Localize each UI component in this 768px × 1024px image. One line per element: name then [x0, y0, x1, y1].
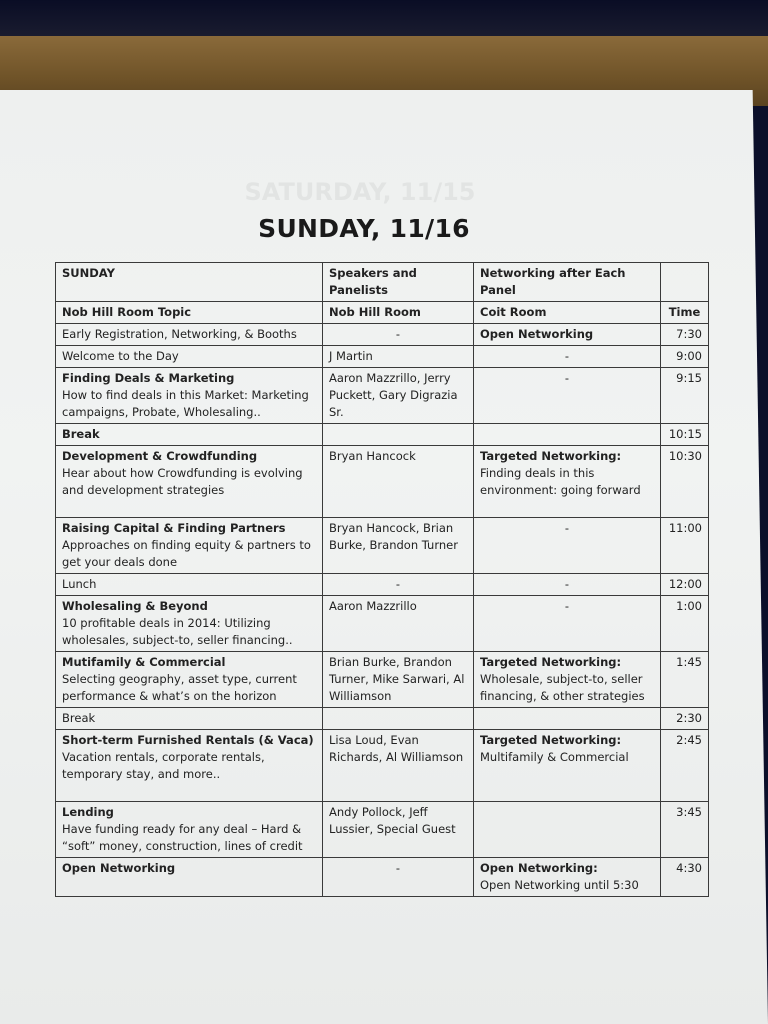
networking-cell	[474, 596, 661, 652]
header-speakers: Speakers and Panelists	[323, 263, 474, 302]
networking-cell	[474, 802, 661, 858]
time-cell: 11:00	[661, 518, 709, 574]
schedule-row	[56, 858, 709, 897]
networking-cell	[474, 368, 661, 424]
topic-cell	[56, 652, 323, 708]
networking-description: Wholesale, subject-to, seller financing, & other strategies	[480, 672, 645, 703]
header-room-speakers: Nob Hill Room	[323, 302, 474, 324]
speakers-text: Bryan Hancock	[329, 449, 416, 463]
session-description: Selecting geography, asset type, current performance & what’s on the horizon	[62, 672, 297, 703]
session-label: Break	[62, 711, 96, 725]
schedule-table	[55, 262, 709, 897]
topic-cell	[56, 518, 323, 574]
topic-cell	[56, 368, 323, 424]
topic-cell	[56, 802, 323, 858]
session-description: Approaches on finding equity & partners to get your deals done	[62, 538, 311, 569]
speakers-cell	[323, 324, 474, 346]
time-cell: 12:00	[661, 574, 709, 596]
speakers-cell	[323, 368, 474, 424]
schedule-row	[56, 574, 709, 596]
schedule-row	[56, 802, 709, 858]
header-room-topic: Nob Hill Room Topic	[56, 302, 323, 324]
time-cell: 3:45	[661, 802, 709, 858]
session-label: Lunch	[62, 577, 97, 591]
speakers-cell	[323, 446, 474, 518]
time-cell: 10:30	[661, 446, 709, 518]
time-cell: 10:15	[661, 424, 709, 446]
session-title: Raising Capital & Finding Partners	[62, 521, 286, 535]
networking-description: -	[564, 599, 570, 613]
topic-cell	[56, 730, 323, 802]
session-description: 10 profitable deals in 2014: Utilizing wholesales, subject-to, seller financing..	[62, 616, 293, 647]
networking-title: Targeted Networking:	[480, 449, 622, 463]
session-title: Break	[62, 427, 100, 441]
networking-description: Open Networking until 5:30	[480, 878, 639, 892]
speakers-text: Aaron Mazzrillo	[329, 599, 417, 613]
schedule-row	[56, 708, 709, 730]
speakers-text: J Martin	[329, 349, 373, 363]
networking-cell	[474, 518, 661, 574]
topic-cell	[56, 708, 323, 730]
networking-description: -	[564, 577, 570, 591]
speakers-cell	[323, 858, 474, 897]
networking-cell	[474, 346, 661, 368]
speakers-text: -	[395, 861, 401, 875]
networking-title: Open Networking	[480, 327, 594, 341]
session-title: Lending	[62, 805, 114, 819]
topic-cell	[56, 324, 323, 346]
speakers-text: Bryan Hancock, Brian Burke, Brandon Turner	[329, 521, 458, 552]
networking-cell	[474, 574, 661, 596]
speakers-cell	[323, 596, 474, 652]
session-label: Welcome to the Day	[62, 349, 179, 363]
speakers-text: -	[395, 577, 401, 591]
session-description: Vacation rentals, corporate rentals, temporary stay, and more..	[62, 750, 265, 781]
schedule-row	[56, 324, 709, 346]
schedule-row	[56, 518, 709, 574]
networking-description: Multifamily & Commercial	[480, 750, 629, 764]
topic-cell	[56, 596, 323, 652]
schedule-row	[56, 596, 709, 652]
networking-description: -	[564, 371, 570, 385]
header-row	[56, 263, 709, 302]
session-title: Open Networking	[62, 861, 176, 875]
time-cell: 7:30	[661, 324, 709, 346]
schedule-row	[56, 346, 709, 368]
session-description: How to find deals in this Market: Marketing campaigns, Probate, Wholesaling..	[62, 388, 309, 419]
room-row	[56, 302, 709, 324]
networking-description: -	[564, 521, 570, 535]
time-cell: 2:45	[661, 730, 709, 802]
header-networking: Networking after Each Panel	[474, 263, 661, 302]
networking-cell	[474, 730, 661, 802]
session-title: Wholesaling & Beyond	[62, 599, 208, 613]
header-time: Time	[661, 302, 709, 324]
topic-cell	[56, 446, 323, 518]
time-cell: 4:30	[661, 858, 709, 897]
speakers-text: Aaron Mazzrillo, Jerry Puckett, Gary Digrazia Sr.	[329, 371, 458, 419]
session-description: Hear about how Crowdfunding is evolving and development strategies	[62, 466, 303, 497]
time-cell: 9:15	[661, 368, 709, 424]
header-blank	[661, 263, 709, 302]
show-through-text: SATURDAY, 11/15	[244, 178, 476, 206]
networking-title: Open Networking:	[480, 861, 598, 875]
header-day: SUNDAY	[56, 263, 323, 302]
speakers-text: Andy Pollock, Jeff Lussier, Special Guest	[329, 805, 456, 836]
speakers-text: Brian Burke, Brandon Turner, Mike Sarwari, Al Williamson	[329, 655, 465, 703]
page-title: SUNDAY, 11/16	[258, 214, 470, 243]
speakers-cell	[323, 802, 474, 858]
session-title: Short-term Furnished Rentals (& Vaca)	[62, 733, 314, 747]
time-cell: 9:00	[661, 346, 709, 368]
time-cell: 1:00	[661, 596, 709, 652]
dark-background	[0, 0, 768, 40]
schedule-row	[56, 368, 709, 424]
topic-cell	[56, 574, 323, 596]
networking-cell	[474, 858, 661, 897]
networking-description: -	[564, 349, 570, 363]
time-cell: 1:45	[661, 652, 709, 708]
time-cell: 2:30	[661, 708, 709, 730]
session-title: Mutifamily & Commercial	[62, 655, 226, 669]
speakers-cell	[323, 518, 474, 574]
session-title: Finding Deals & Marketing	[62, 371, 235, 385]
networking-title: Targeted Networking:	[480, 655, 622, 669]
networking-cell	[474, 324, 661, 346]
speakers-cell	[323, 346, 474, 368]
session-label: Early Registration, Networking, & Booths	[62, 327, 297, 341]
speakers-text: Lisa Loud, Evan Richards, Al Williamson	[329, 733, 464, 764]
schedule-row	[56, 424, 709, 446]
networking-cell	[474, 446, 661, 518]
schedule-row	[56, 652, 709, 708]
networking-cell	[474, 652, 661, 708]
header-room-networking: Coit Room	[474, 302, 661, 324]
topic-cell	[56, 346, 323, 368]
topic-cell	[56, 424, 323, 446]
speakers-cell	[323, 574, 474, 596]
speakers-cell	[323, 730, 474, 802]
speakers-cell	[323, 708, 474, 730]
schedule-row	[56, 730, 709, 802]
networking-cell	[474, 708, 661, 730]
schedule-row	[56, 446, 709, 518]
networking-cell	[474, 424, 661, 446]
speakers-cell	[323, 424, 474, 446]
session-title: Development & Crowdfunding	[62, 449, 258, 463]
networking-description: Finding deals in this environment: going forward	[480, 466, 641, 497]
session-description: Have funding ready for any deal – Hard & “soft” money, construction, lines of credit	[62, 822, 303, 853]
networking-title: Targeted Networking:	[480, 733, 622, 747]
topic-cell	[56, 858, 323, 897]
speakers-cell	[323, 652, 474, 708]
speakers-text: -	[395, 327, 401, 341]
